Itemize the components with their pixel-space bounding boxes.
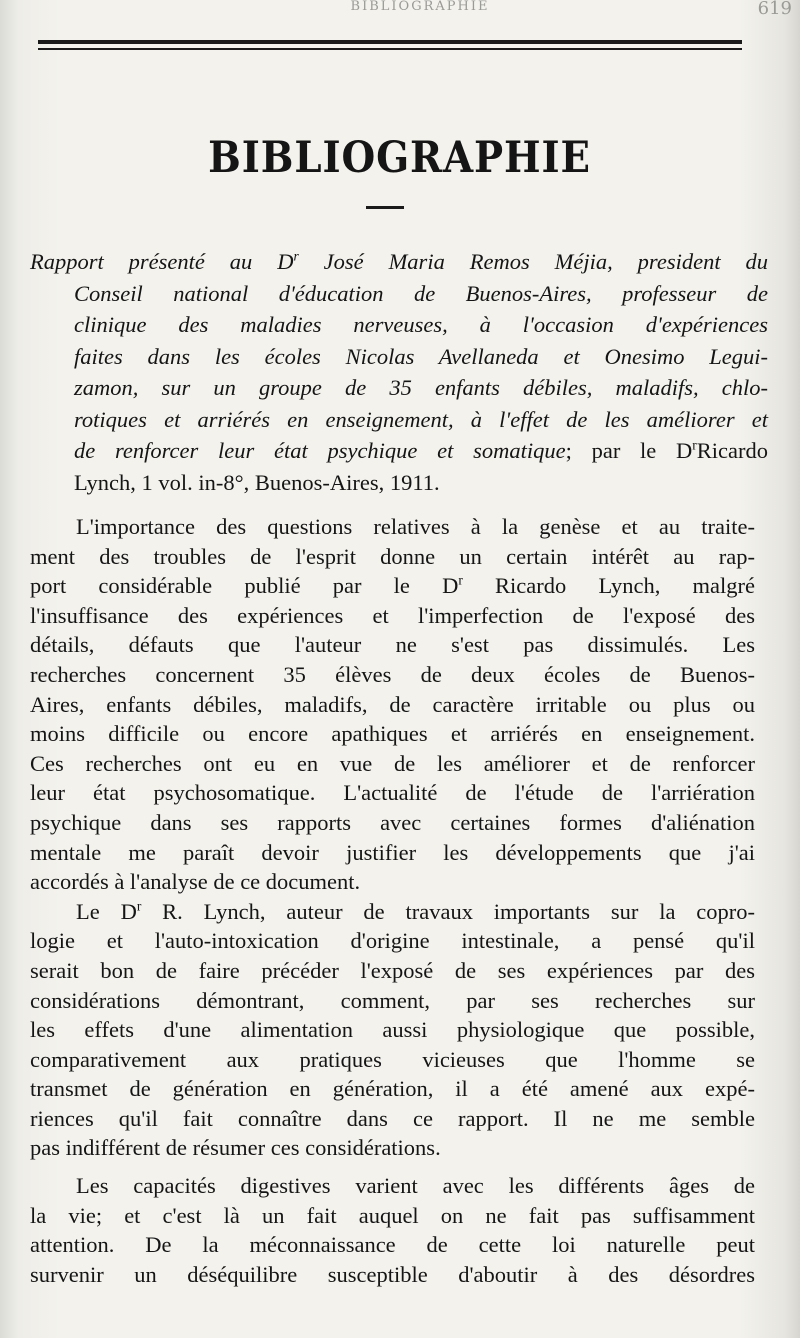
text-line: les effets d'une alimentation aussi physiologique que possible, [30, 1017, 755, 1043]
text-line: l'insuffisance des expériences et l'imperfection de l'exposé des [30, 602, 755, 628]
text-line: Ces recherches ont eu en vue de les améliorer et de renforcer [30, 750, 755, 776]
running-head: BIBLIOGRAPHIE [350, 0, 490, 14]
text-line: détails, défauts que l'auteur ne s'est pas dissimulés. Les [30, 632, 755, 658]
paragraph [30, 897, 755, 1163]
reference-line: clinique des maladies nerveuses, à l'occasion d'expériences [74, 312, 768, 337]
text-line [30, 571, 755, 601]
text-line: L'importance des questions relatives à la genèse et au traite- [76, 514, 755, 539]
text-line-rest: Ricardo Lynch, malgré [462, 573, 755, 599]
text-line: serait bon de faire précéder l'exposé de ses expériences par des [30, 957, 755, 983]
reference-line: faites dans les écoles Nicolas Avellaneda et Onesimo Legui- [74, 343, 768, 369]
title-ornament-dash [366, 206, 404, 209]
rule-thin [38, 48, 742, 50]
header-double-rule [38, 40, 742, 51]
bibliographic-reference [30, 246, 768, 498]
reference-line-start: Rapport présenté au D [30, 249, 294, 274]
text-line: accordés à l'analyse de ce document. [30, 869, 361, 895]
reference-line [30, 435, 768, 467]
text-line: survenir un déséquilibre susceptible d'aboutir à des désordres [30, 1261, 755, 1287]
author-name: Ricardo [696, 438, 768, 463]
text-line: attention. De la méconnaissance de cette loi naturelle peut [30, 1232, 755, 1258]
reference-line-start: de renforcer leur état psychique et somatique [74, 438, 566, 463]
text-line: Aires, enfants débiles, maladifs, de caractère irritable ou plus ou [30, 691, 755, 717]
page-number: 619 [757, 0, 792, 16]
reference-line: Conseil national d'éducation de Buenos-Aires, professeur de [74, 280, 768, 306]
doctor-superscript: r [692, 437, 697, 453]
text-line-start: port considérable publié par le D [30, 573, 459, 599]
reference-line-tail: ; par le D [565, 438, 693, 463]
paragraph [30, 1171, 755, 1289]
text-line: comparativement aux pratiques vicieuses que l'homme se [30, 1046, 755, 1072]
body-text [30, 512, 755, 1289]
text-line: pas indifférent de résumer ces considérations. [30, 1135, 441, 1161]
text-line: leur état psychosomatique. L'actualité de l'étude de l'arriération [30, 780, 755, 806]
text-line: moins difficile ou encore apathiques et arriérés en enseignement. [30, 721, 755, 747]
doctor-superscript: r [293, 248, 299, 264]
reference-line-rest: José Maria Remos Méjia, president du [298, 249, 768, 274]
text-line: logie et l'auto-intoxication d'origine intestinale, a pensé qu'il [30, 928, 755, 954]
text-line-start: Le D [76, 898, 137, 924]
text-line: riences qu'il fait connaître dans ce rapport. Il ne me semble [30, 1105, 755, 1131]
reference-line: rotiques et arriérés en enseignement, à l'effet de les améliorer et [74, 406, 768, 432]
text-line: Les capacités digestives varient avec les différents âges de [76, 1173, 755, 1199]
text-line: la vie; et c'est là un fait auquel on ne fait pas suffisamment [30, 1202, 755, 1228]
text-line: psychique dans ses rapports avec certaines formes d'aliénation [30, 809, 755, 835]
paragraph [30, 512, 755, 897]
text-line: considérations démontrant, comment, par ses recherches sur [30, 987, 755, 1013]
doctor-superscript: r [458, 572, 463, 588]
text-line: ment des troubles de l'esprit donne un certain intérêt au rap- [30, 543, 755, 569]
section-title: BIBLIOGRAPHIE [208, 133, 591, 183]
reference-line [30, 246, 768, 278]
reference-line: zamon, sur un groupe de 35 enfants débiles, maladifs, chlo- [74, 375, 768, 400]
doctor-superscript: r [136, 898, 142, 914]
reference-line: Lynch, 1 vol. in-8°, Buenos-Aires, 1911. [74, 469, 440, 495]
text-line: mentale me paraît devoir justifier les développements que j'ai [30, 839, 755, 865]
text-line [30, 897, 755, 927]
text-line: transmet de génération en génération, il a été amené aux expé- [30, 1076, 755, 1102]
text-line: recherches concernent 35 élèves de deux écoles de Buenos- [30, 661, 755, 687]
text-line-rest: R. Lynch, auteur de travaux importants sur la copro- [141, 898, 755, 924]
rule-thick [38, 40, 742, 44]
